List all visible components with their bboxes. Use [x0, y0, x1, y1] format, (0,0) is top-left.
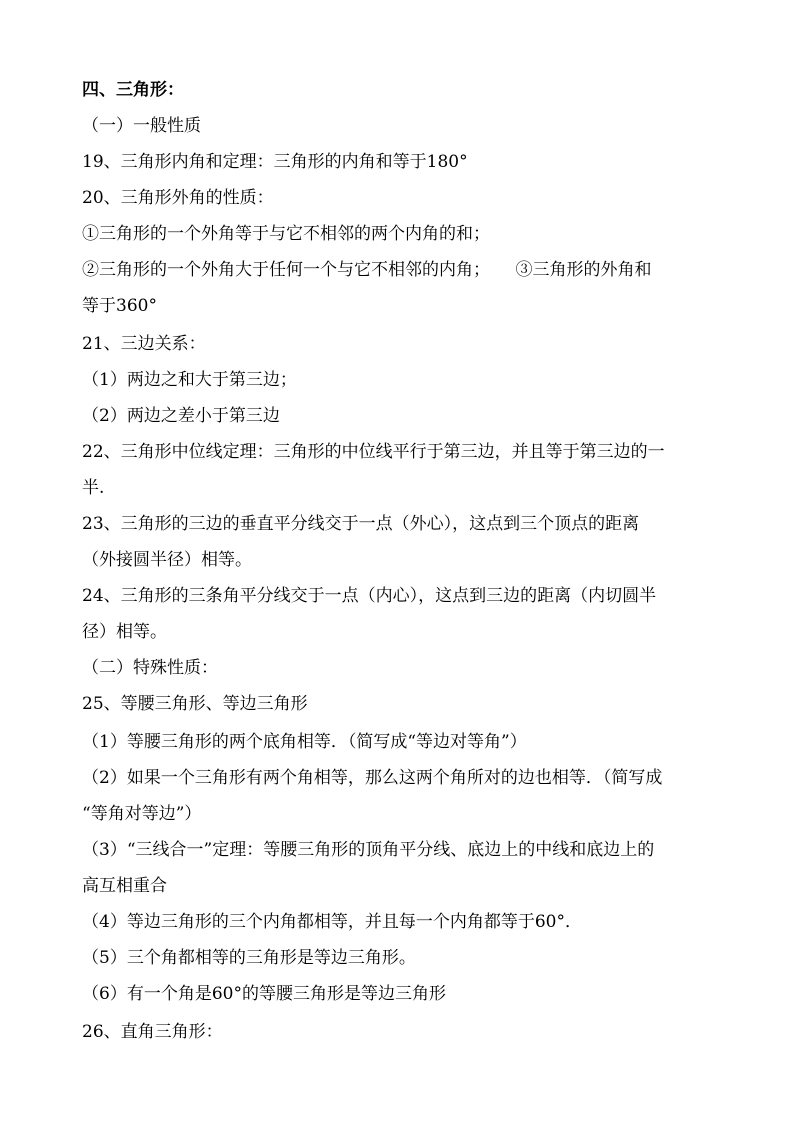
theorem-20-item-2-3: ②三角形的一个外角大于任何一个与它不相邻的内角； ③三角形的外角和 [82, 260, 652, 280]
theorem-25-title: 25、等腰三角形、等边三角形 [82, 694, 308, 714]
theorem-23-cont: （外接圆半径）相等。 [82, 550, 252, 570]
theorem-20-title: 20、三角形外角的性质： [82, 188, 274, 208]
subsection-title-special: （二）特殊性质： [82, 658, 218, 678]
theorem-25-item-5: （5）三个角都相等的三角形是等边三角形。 [82, 948, 416, 968]
theorem-25-item-3-cont: 高互相重合 [82, 876, 167, 896]
section-heading: 四、三角形： [82, 80, 184, 100]
theorem-22: 22、三角形中位线定理：三角形的中位线平行于第三边，并且等于第三边的一 [82, 442, 665, 462]
subsection-title-general: （一）一般性质 [82, 116, 201, 136]
theorem-25-item-1: （1）等腰三角形的两个底角相等．（简写成“等边对等角”） [82, 732, 527, 752]
theorem-25-item-3: （3）“三线合一”定理：等腰三角形的顶角平分线、底边上的中线和底边上的 [82, 840, 655, 860]
theorem-26-title: 26、直角三角形： [82, 1022, 223, 1042]
theorem-24-cont: 径）相等。 [82, 622, 167, 642]
theorem-25-item-4: （4）等边三角形的三个内角都相等，并且每一个内角都等于60°． [82, 912, 582, 932]
theorem-25-item-2-cont: “等角对等边”） [82, 804, 202, 824]
theorem-23: 23、三角形的三边的垂直平分线交于一点（外心），这点到三个顶点的距离 [82, 514, 640, 534]
theorem-21-item-2: （2）两边之差小于第三边 [82, 406, 280, 426]
theorem-25-item-2: （2）如果一个三角形有两个角相等，那么这两个角所对的边也相等．（简写成 [82, 768, 663, 788]
theorem-20-item-3-cont: 等于360° [82, 296, 157, 316]
theorem-21-item-1: （1）两边之和大于第三边； [82, 370, 297, 390]
theorem-19: 19、三角形内角和定理：三角形的内角和等于180° [82, 152, 468, 172]
theorem-22-cont: 半. [82, 478, 105, 498]
theorem-25-item-6: （6）有一个角是60°的等腰三角形是等边三角形 [82, 984, 446, 1004]
theorem-24: 24、三角形的三条角平分线交于一点（内心），这点到三边的距离（内切圆半 [82, 586, 657, 606]
theorem-20-item-1: ①三角形的一个外角等于与它不相邻的两个内角的和； [82, 224, 490, 244]
theorem-21-title: 21、三边关系： [82, 334, 206, 354]
